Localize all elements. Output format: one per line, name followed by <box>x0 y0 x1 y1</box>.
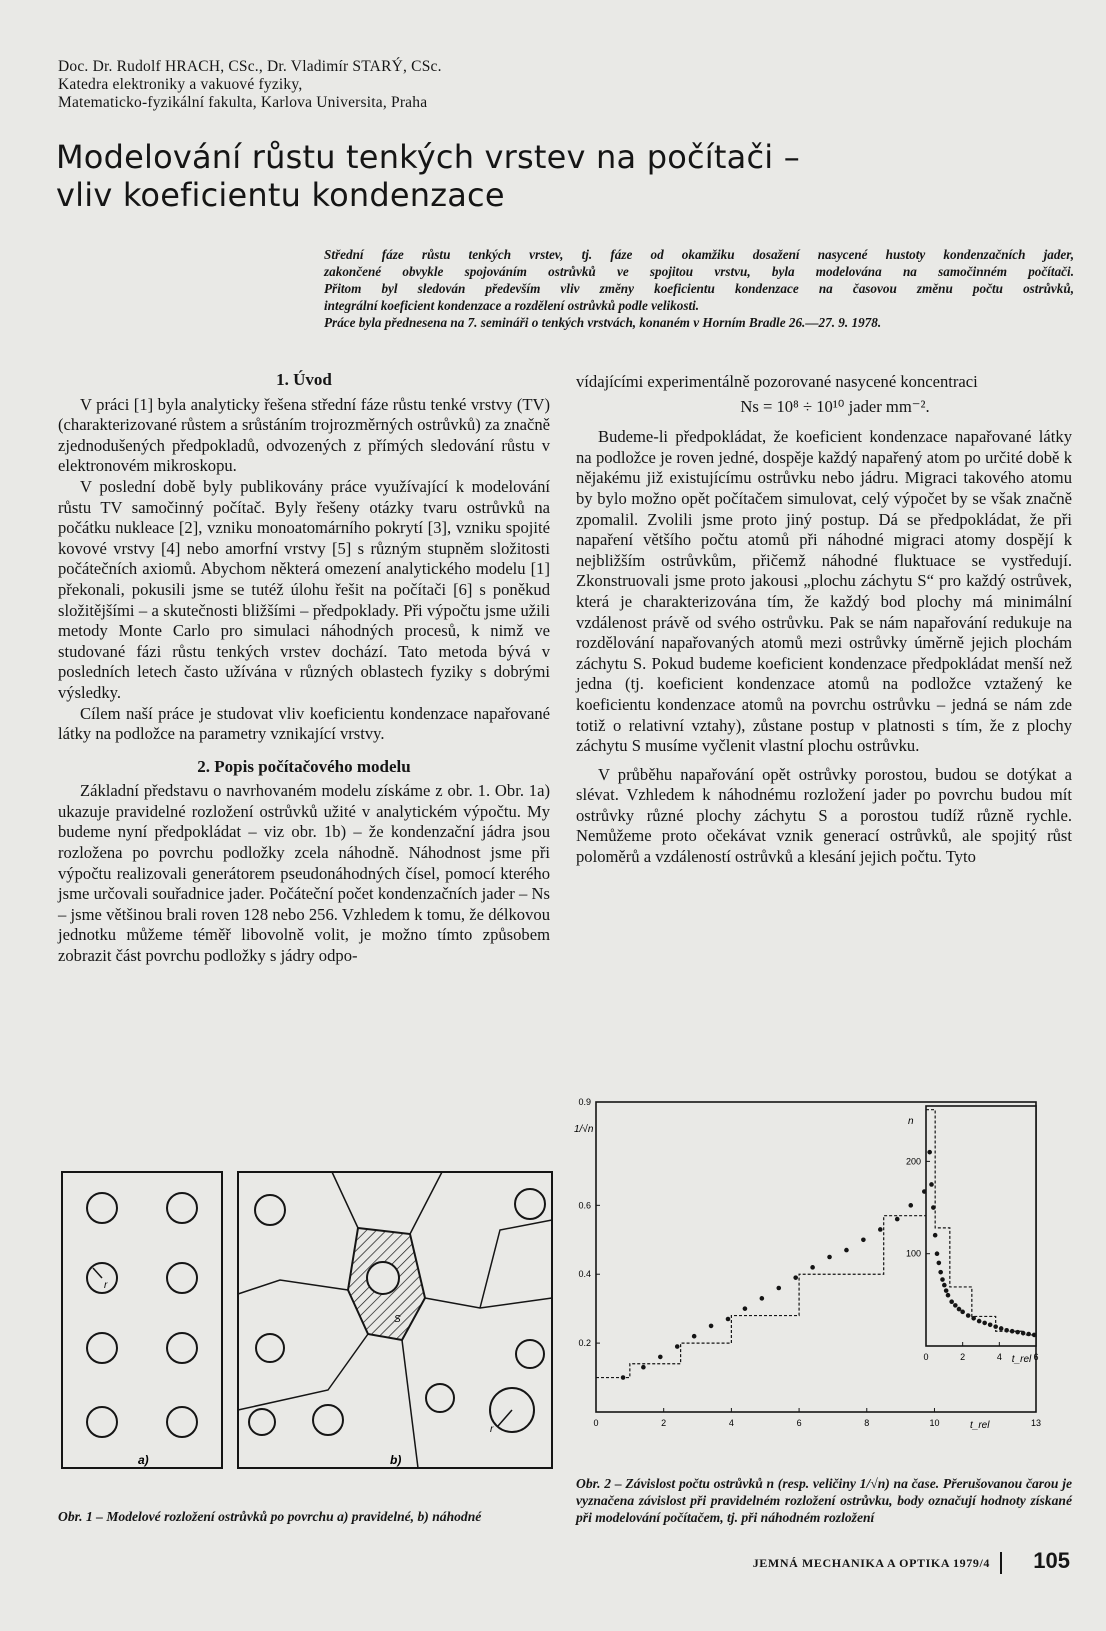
left-column <box>58 370 550 967</box>
data-point <box>844 1248 849 1253</box>
data-point <box>861 1237 866 1242</box>
data-point <box>776 1286 781 1291</box>
data-point <box>988 1322 993 1327</box>
x-tick-label: 2 <box>661 1418 667 1428</box>
data-point <box>827 1255 832 1260</box>
x-axis-label: t_rel <box>970 1420 990 1431</box>
abstract-line: Přitom byl sledován především vliv změny koeficientu kondenzace na časovou změnu počtu ostrůvků, <box>324 281 1074 296</box>
data-point <box>999 1326 1004 1331</box>
data-point <box>982 1321 987 1326</box>
radius-label: r <box>490 1424 494 1435</box>
island-circle <box>87 1193 117 1223</box>
data-point <box>940 1277 945 1282</box>
data-point <box>937 1261 942 1266</box>
figure-1a-regular-layout <box>62 1172 222 1468</box>
data-point <box>709 1324 714 1329</box>
island-circle <box>516 1340 544 1368</box>
data-point <box>793 1275 798 1280</box>
paragraph: V poslední době byly publikovány práce využívající k modelování růstu TV samočinný počítač. Byly řešeny otázky tvaru ostrůvků na počátku nukleace [2], vzniku monoatomárního pokrytí [3], vzniku spojité kovové vrstvy [4] nebo amorfní vrstvy [5] s různým stupněm složitosti počátečních axiomů. Abychom některá omezení analytického modelu [1] překonali, pokusili jsme se tutéž úlohu řešit na počítači [6] s poněkud složitějšími – a skutečnosti bližšími – předpoklady. Při výpočtu jsme užili metody Monte Carlo pro simulaci náhodných procesů, k nimž ve studované fázi růstu tenkých vrstev dochází. Tato metoda bývá v posledních letech často užívána v různých oblastech fyziky s dobrými výsledky. <box>58 476 550 702</box>
x-tick-label: 13 <box>1030 1418 1042 1428</box>
section-heading-model: 2. Popis počítačového modelu <box>197 756 411 776</box>
island-circle <box>249 1409 275 1435</box>
section-heading-intro: 1. Úvod <box>276 370 332 389</box>
data-point <box>675 1344 680 1349</box>
radius-line <box>93 1268 102 1278</box>
panel-a-frame <box>62 1172 222 1468</box>
data-point <box>641 1365 646 1370</box>
radius-line <box>498 1410 512 1426</box>
data-point <box>966 1313 971 1318</box>
paragraph: Budeme-li předpokládat, že koeficient kondenzace napařované látky na podložce je roven jedné, dospěje každý napařený atom po určité době k nějakému již existujícímu ostrůvku nebo jádru. Migraci takového atomu by bylo možno opět počítačem simulovat, celý výpočet by se však značně zpomalil. Zvolili jsme proto jiný postup. Dá se předpokládat, že při napaření většího počtu atomů při náhodné migraci atomy dospějí k nejbližším ostrůvkům, přičemž náhodné fluktuace se vystředují. Zkonstruovali jsme proto jakousi „plochu záchytu S“ pro každý ostrůvek, která je charakterizována tím, že každý bod plochy má minimální vzdálenost právě od svého ostrůvku. Pak se nám napařování redukuje na rozdělování napařovaných atomů mezi ostrůvky úměrně jejich plochám záchytu S. Pokud budeme koeficient kondenzace předpokládat menší než jedna (tj. koeficient kondenzace atomů na podložce vztažený ke koeficientu kondenzace atomů na povrchu ostrůvku – jedná se nám zde totiž o relativní vztahy), zůstane postup v platnosti s tím, že z plochy záchytu S musíme vyčlenit vlastní plochu ostrůvku. <box>576 427 1072 756</box>
x-tick-label: 6 <box>1033 1352 1039 1362</box>
title-line-2: vliv koeficientu kondenzace <box>56 176 505 214</box>
data-point <box>957 1307 962 1312</box>
island-circle <box>167 1193 197 1223</box>
data-point <box>895 1217 900 1222</box>
data-point <box>760 1296 765 1301</box>
abstract-line: integrální koeficient kondenzace a rozdělení ostrůvků podle velikosti. <box>324 298 700 313</box>
abstract-line: Střední fáze růstu tenkých vrstev, tj. fáze od okamžiku dosažení nasycené hustoty kondenzačních jader, <box>324 247 1074 262</box>
island-circle <box>87 1407 117 1437</box>
island-circle <box>167 1263 197 1293</box>
y-tick-label: 0.4 <box>578 1269 591 1280</box>
island-circle <box>426 1384 454 1412</box>
panel-b-label: b) <box>390 1453 402 1467</box>
x-axis-label: t_rel <box>1011 1354 1032 1365</box>
data-point <box>726 1317 731 1322</box>
right-column <box>576 372 1072 868</box>
x-tick-label: 0 <box>593 1418 599 1428</box>
island-circle <box>87 1333 117 1363</box>
data-point <box>810 1265 815 1270</box>
data-point <box>938 1270 943 1275</box>
data-point <box>927 1150 932 1155</box>
x-tick-label: 2 <box>960 1352 966 1362</box>
y-tick-label: 100 <box>905 1248 921 1259</box>
page-number: 105 <box>1033 1548 1070 1573</box>
x-tick-label: 6 <box>796 1418 802 1428</box>
data-point <box>933 1233 938 1238</box>
data-point <box>929 1182 934 1187</box>
abstract-line: Práce byla přednesena na 7. semináři o tenkých vrstvách, konaném v Horním Bradle 26.—27. 9. 1978. <box>324 315 882 330</box>
x-tick-label: 4 <box>996 1352 1002 1362</box>
island-circle <box>515 1189 545 1219</box>
x-tick-label: 8 <box>864 1418 870 1428</box>
central-island-circle <box>367 1262 399 1294</box>
data-point <box>953 1303 958 1308</box>
figure-2-chart <box>572 1088 1072 1468</box>
figure-1-caption: Obr. 1 – Modelové rozložení ostrůvků po povrchu a) pravidelné, b) náhodné <box>58 1509 482 1524</box>
island-circle <box>256 1334 284 1362</box>
author-faculty: Matematicko-fyzikální fakulta, Karlova Universita, Praha <box>58 94 428 111</box>
paragraph: V práci [1] byla analyticky řešena střední fáze růstu tenké vrstvy (TV) (charakterizované růstem a srůstáním trojrozměrných ostrůvků) za značně zjednodušených předpokladů, odvozených z přímých sledování růstu v elektronovém mikroskopu. <box>58 394 550 476</box>
inset-plot <box>906 1106 1039 1365</box>
abstract <box>324 246 1074 331</box>
figure-2-caption: Obr. 2 – Závislost počtu ostrůvků n (resp. veličiny 1/√n) na čase. Přerušovanou čarou je vyznačena závislost při pravidelném rozložení ostrůvku, body označují hodnoty získané při modelování počítačem, tj. při náhodném rozložení <box>576 1476 1072 1525</box>
data-point <box>977 1319 982 1324</box>
paragraph: Cílem naší práce je studovat vliv koeficientu kondenzace napařované látky na podložce na parametry vznikající vrstvy. <box>58 703 550 744</box>
radius-label: r <box>104 1280 108 1291</box>
page-footer <box>750 1548 1070 1576</box>
equation: Ns = 10⁸ ÷ 10¹⁰ jader mm⁻². <box>740 396 930 416</box>
data-point <box>960 1310 965 1315</box>
island-circle <box>313 1405 343 1435</box>
author-block <box>58 58 678 112</box>
author-department: Katedra elektroniky a vakuové fyziky, <box>58 76 303 93</box>
island-circle <box>167 1333 197 1363</box>
data-point <box>658 1355 663 1360</box>
data-point <box>935 1251 940 1256</box>
x-tick-label: 4 <box>728 1418 734 1428</box>
data-point <box>1004 1328 1009 1333</box>
footer-divider <box>1000 1552 1002 1574</box>
island-circle <box>255 1195 285 1225</box>
data-point <box>743 1306 748 1311</box>
data-point <box>949 1299 954 1304</box>
x-tick-label: 10 <box>929 1418 940 1428</box>
y-tick-label: 0.6 <box>578 1200 591 1211</box>
data-point <box>944 1288 949 1293</box>
island-circle <box>167 1407 197 1437</box>
data-point <box>942 1283 947 1288</box>
panel-a-label: a) <box>138 1453 149 1467</box>
journal-name: JEMNÁ MECHANIKA A OPTIKA 1979/4 <box>752 1556 990 1570</box>
y-axis-label: n <box>908 1116 914 1127</box>
title-line-1: Modelování růstu tenkých vrstev na počítači – <box>56 138 800 176</box>
paragraph: Základní představu o navrhovaném modelu získáme z obr. 1. Obr. 1a) ukazuje pravidelné rozložení ostrůvků užité v analytickém výpočtu. My budeme nyní předpokládat – viz obr. 1b) – že kondenzační jádra jsou rozložena po povrchu podložky zcela náhodně. Náhodnost jsme při výpočtu realizovali generátorem pseudonáhodných čísel, pomocí kterého jsme určovali souřadnice jader. Počáteční počet kondenzačních jader – Ns – jsme většinou brali roven 128 nebo 256. Vzhledem k tomu, že délkovou jednotku můžeme téměř libovolně volit, je možno tímto způsobem zobrazit část povrchu podložky s jádry odpo- <box>58 781 550 966</box>
figure-1 <box>60 1170 555 1470</box>
data-point <box>1015 1330 1020 1335</box>
y-tick-label: 0.9 <box>578 1097 591 1107</box>
abstract-line: zakončené obvykle spojováním ostrůvků ve spojitou vrstvu, byla modelována na samočinném počítači. <box>324 264 1074 279</box>
y-axis-label: 1/√n <box>574 1124 594 1135</box>
article-title <box>56 138 956 214</box>
capture-area-label: S <box>394 1314 401 1325</box>
data-point <box>692 1334 697 1339</box>
data-point <box>908 1203 913 1208</box>
data-point <box>946 1293 951 1298</box>
y-tick-label: 0.2 <box>578 1338 591 1349</box>
author-names: Doc. Dr. Rudolf HRACH, CSc., Dr. Vladimír STARÝ, CSc. <box>58 58 442 75</box>
data-point <box>1026 1332 1031 1337</box>
data-point <box>878 1227 883 1232</box>
x-tick-label: 0 <box>923 1352 929 1362</box>
paragraph: vídajícími experimentálně pozorované nasycené koncentraci <box>576 372 978 391</box>
figure-1b-random-layout <box>238 1172 552 1468</box>
y-tick-label: 200 <box>905 1156 921 1167</box>
plot-frame <box>926 1106 1036 1346</box>
paragraph: V průběhu napařování opět ostrůvky porostou, budou se dotýkat a slévat. Vzhledem k náhodnému rozložení jader po povrchu budou mít ostrůvky různé plochy záchytu S a porostou tudíž různě rychle. Nemůžeme proto očekávat vznik generací ostrůvků, ale spojitý růst poloměrů a vzdáleností ostrůvků a klesání jejich počtu. Tyto <box>576 764 1072 867</box>
